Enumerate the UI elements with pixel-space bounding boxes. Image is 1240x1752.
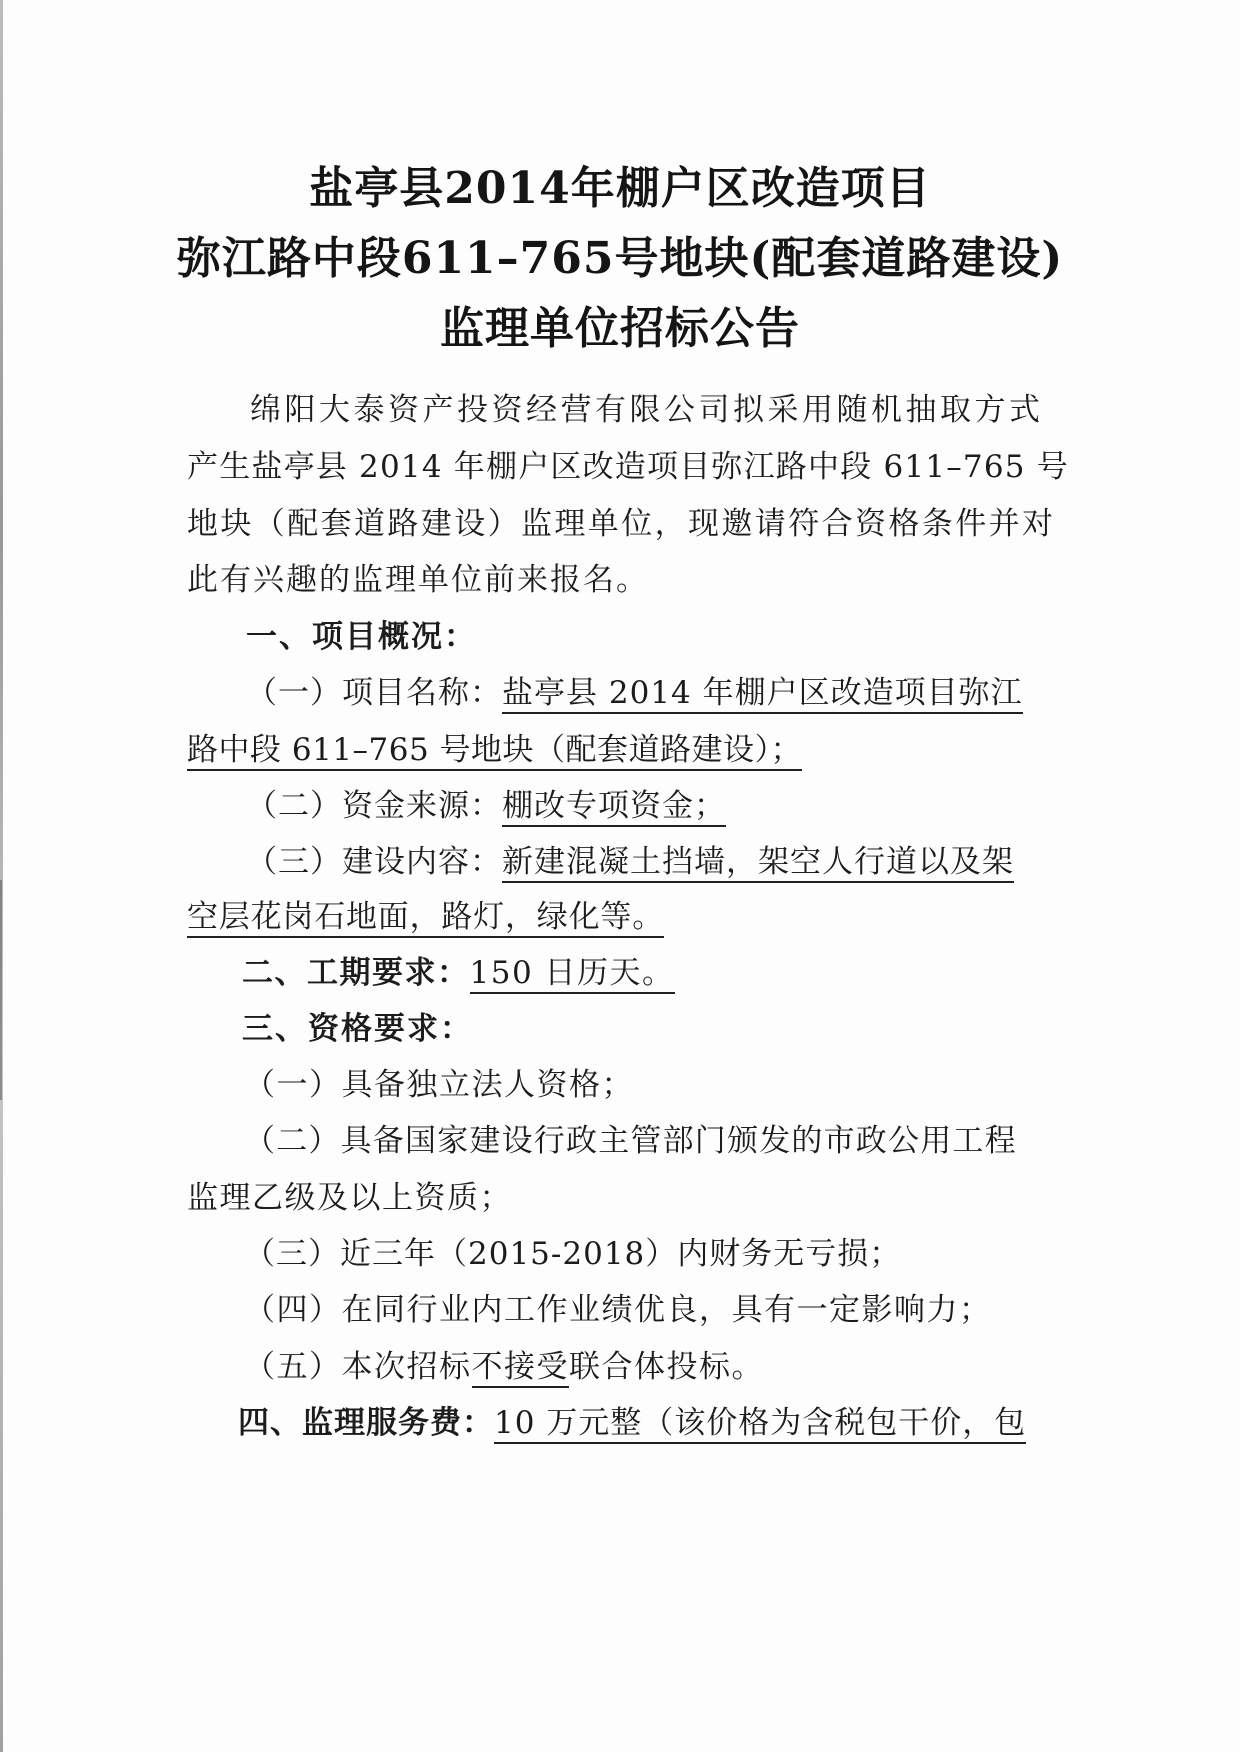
intro-line-3: 地块（配套道路建设）监理单位，现邀请符合资格条件并对	[187, 506, 1056, 542]
title-line-1: 盐亭县2014年棚户区改造项目	[309, 163, 931, 214]
item5-post: 联合体投标。	[569, 1349, 764, 1385]
intro-line-4: 此有兴趣的监理单位前来报名。	[187, 562, 649, 598]
item2-value: 棚改专项资金；	[502, 788, 726, 827]
item1-value-b: 路中段 611–765 号地块（配套道路建设）；	[187, 732, 802, 771]
section3-heading: 三、资格要求：	[242, 1011, 473, 1047]
section3-item4: （四）在同行业内工作业绩优良，具有一定影响力；	[244, 1292, 992, 1328]
section1-item1-line	[246, 673, 1023, 713]
item1-value-a: 盐亭县 2014 年棚户区改造项目弥江	[502, 675, 1023, 714]
section1-item3-line	[246, 842, 1014, 882]
section3-item1: （一）具备独立法人资格；	[244, 1067, 634, 1103]
title-line-3: 监理单位招标公告	[440, 303, 800, 354]
item5-pre: （五）本次招标	[244, 1349, 472, 1385]
item2-label: （二）资金来源：	[246, 788, 502, 824]
item3-value-a: 新建混凝土挡墙，架空人行道以及架	[502, 844, 1014, 883]
title-line-2: 弥江路中段611–765号地块(配套道路建设)	[176, 233, 1064, 284]
section3-item2-cont: 监理乙级及以上资质；	[187, 1180, 512, 1216]
section4-value: 10 万元整（该价格为含税包干价，包	[494, 1405, 1026, 1444]
intro-line-2: 产生盐亭县 2014 年棚户区改造项目弥江路中段 611–765 号	[187, 449, 1069, 485]
item3-label: （三）建设内容：	[246, 844, 502, 880]
section4-heading: 四、监理服务费：	[238, 1405, 494, 1441]
section3-item5	[244, 1347, 764, 1387]
item5-underlined: 不接受	[472, 1349, 570, 1388]
scan-edge-mark	[0, 880, 2, 1100]
section2-heading: 二、工期要求：	[242, 955, 470, 991]
item1-label: （一）项目名称：	[246, 675, 502, 711]
intro-line-1: 绵阳大泰资产投资经营有限公司拟采用随机抽取方式	[250, 392, 1044, 428]
section1-item2-line	[246, 786, 726, 826]
section4-line	[238, 1403, 1026, 1443]
section3-item3: （三）近三年（2015-2018）内财务无亏损；	[244, 1236, 902, 1272]
item3-value-b: 空层花岗石地面，路灯，绿化等。	[187, 899, 664, 938]
section2-line	[242, 953, 675, 993]
section2-value: 150 日历天。	[470, 955, 675, 994]
section1-item3-cont	[187, 897, 664, 937]
section1-item1-cont	[187, 730, 802, 770]
section3-item2: （二）具备国家建设行政主管部门颁发的市政公用工程	[244, 1123, 1017, 1159]
section1-heading: 一、项目概况：	[246, 619, 477, 655]
